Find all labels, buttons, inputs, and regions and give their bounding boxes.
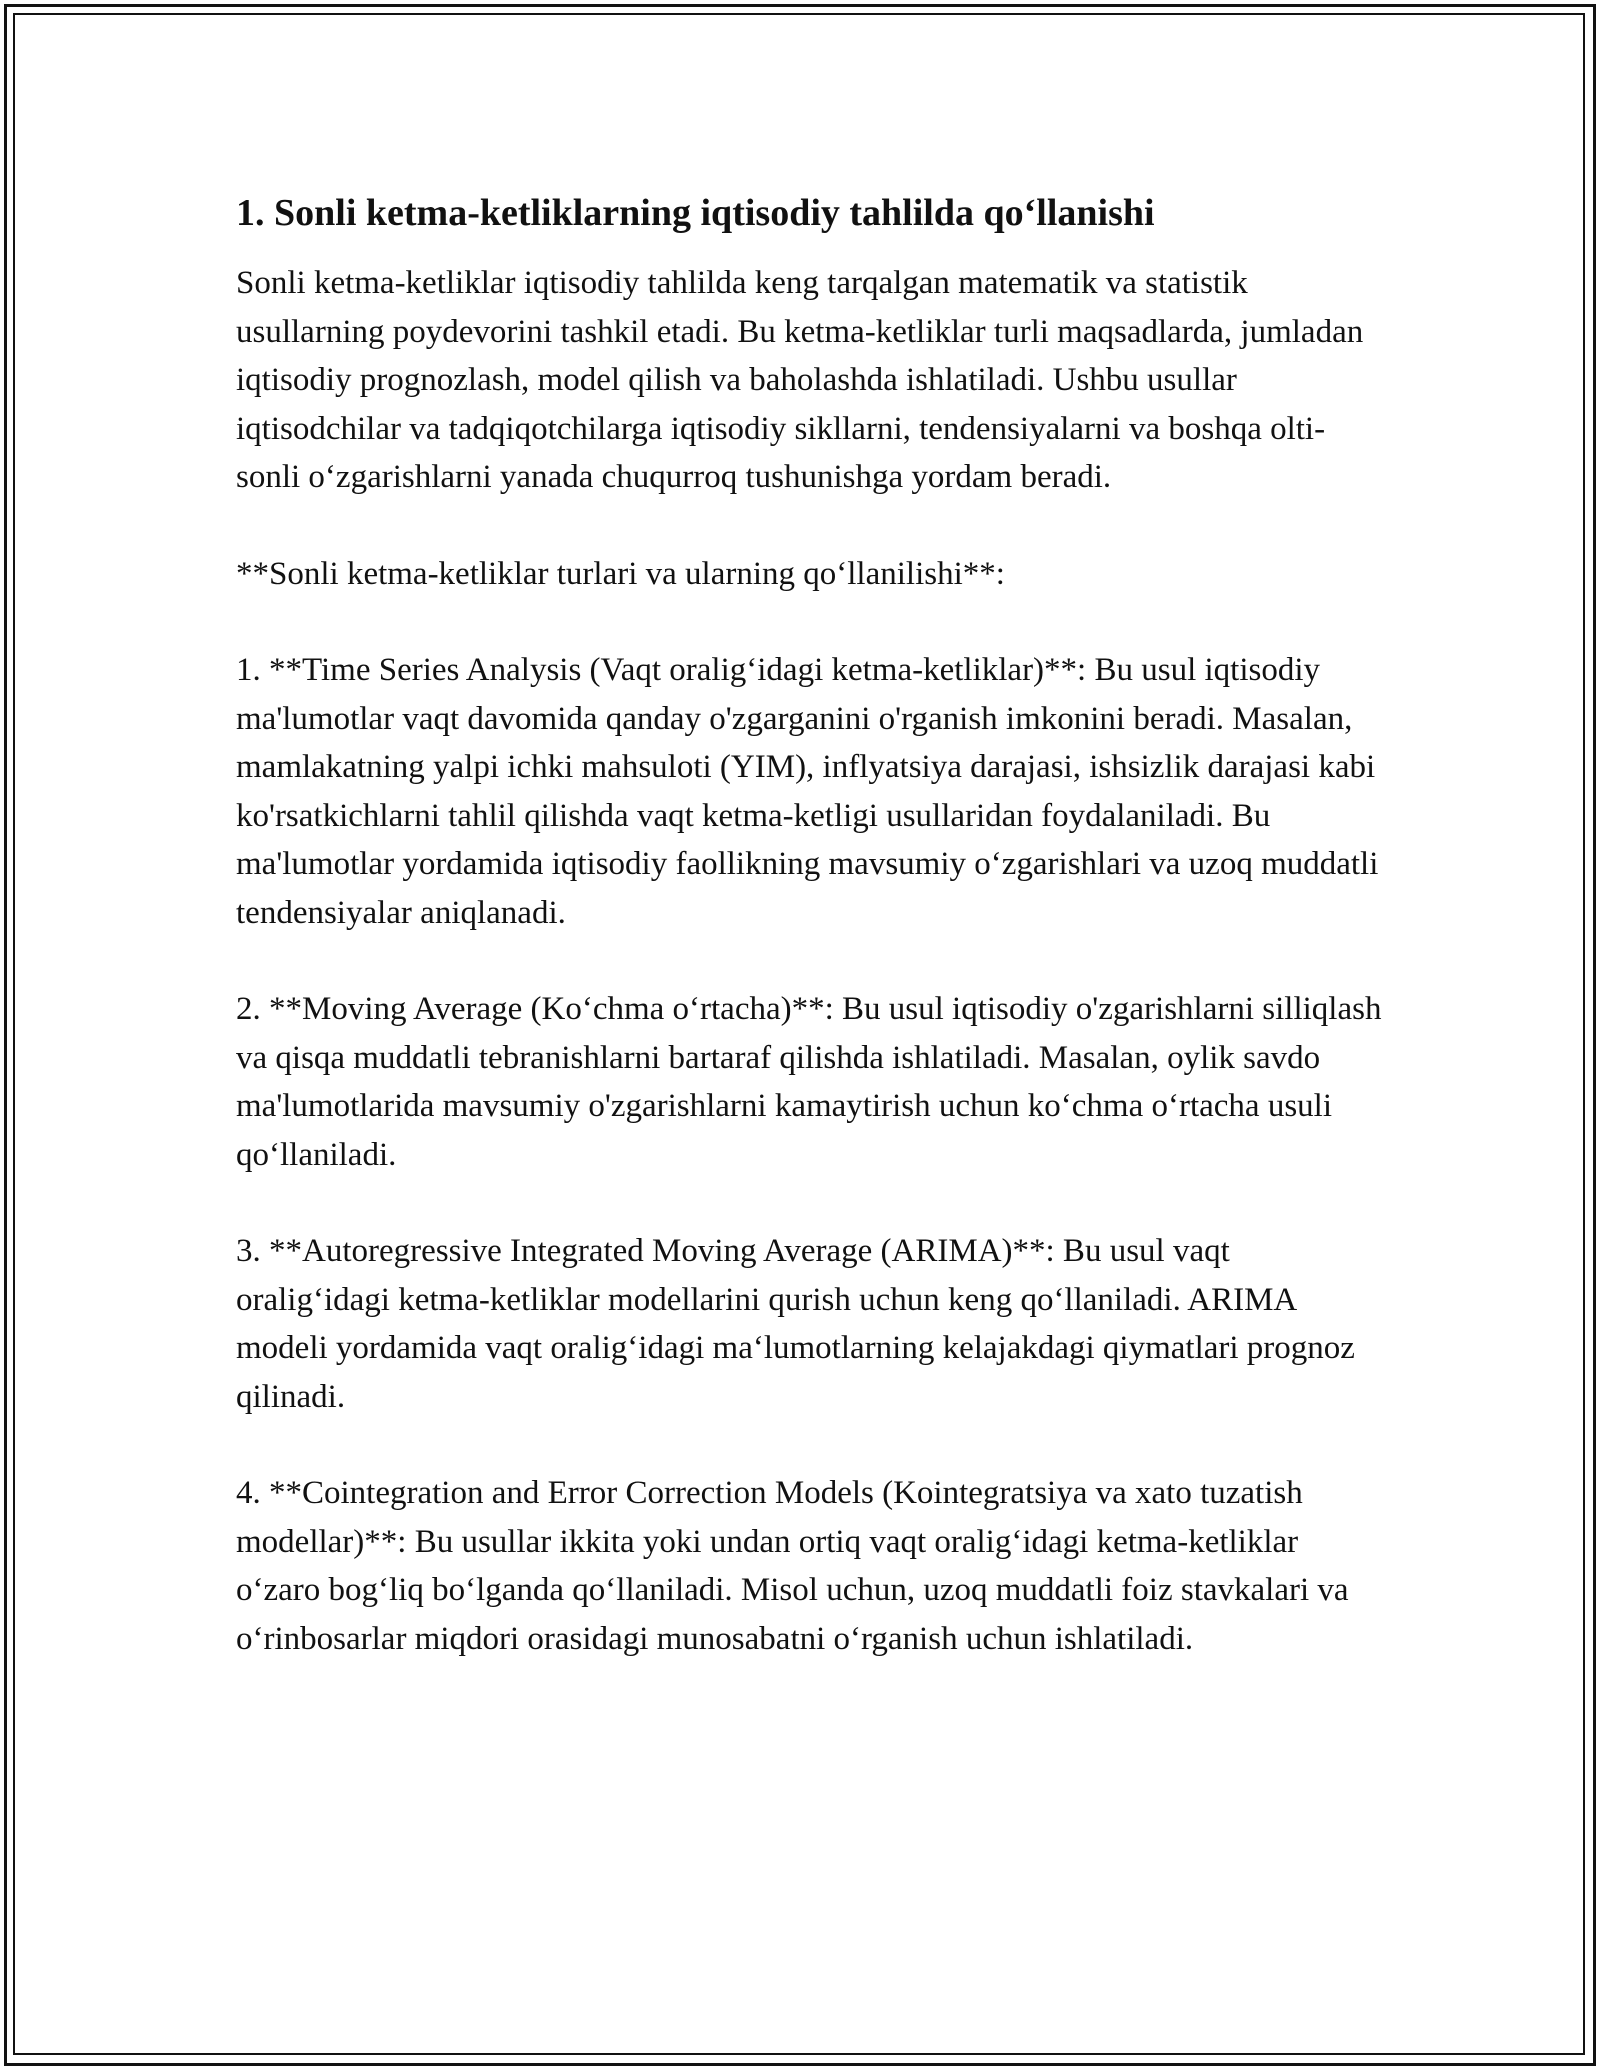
list-item-arima: 3. **Autoregressive Integrated Moving Average (ARIMA)**: Bu usul vaqt oralig‘idagi ketma-ketliklar modellarini qurish uchun keng qo‘llaniladi. ARIMA modeli yordamida vaqt oralig‘idagi ma‘lumotlarning kelajakdagi qiymatlari prognoz qilinadi. xyxy=(236,1233,1355,1415)
section-heading: 1. Sonli ketma-ketliklarning iqtisodiy tahlilda qo‘llanishi xyxy=(236,192,1155,234)
intro-paragraph: Sonli ketma-ketliklar iqtisodiy tahlilda keng tarqalgan matematik va statistik usullarning poydevorini tashkil etadi. Bu ketma-ketliklar turli maqsadlarda, jumladan iqtisodiy prognozlash, model qilish va baholashda ishlatiladi. Ushbu usullar iqtisodchilar va tadqiqotchilarga iqtisodiy sikllarni, tendensiyalarni va boshqa olti-sonli o‘zgarishlarni yanada chuqurroq tushunishga yordam beradi. xyxy=(236,265,1364,495)
document-body xyxy=(236,185,1386,1711)
list-item-time-series: 1. **Time Series Analysis (Vaqt oralig‘idagi ketma-ketliklar)**: Bu usul iqtisodiy ma'lumotlar vaqt davomida qanday o'zgarganini o'rganish imkonini beradi. Masalan, mamlakatning yalpi ichki mahsuloti (YIM), inflyatsiya darajasi, ishsizlik darajasi kabi ko'rsatkichlarni tahlil qilishda vaqt ketma-ketligi usullaridan foydalaniladi. Bu ma'lumotlar yordamida iqtisodiy faollikning mavsumiy o‘zgarishlari va uzoq muddatli tendensiyalar aniqlanadi. xyxy=(236,652,1379,931)
list-heading-paragraph: **Sonli ketma-ketliklar turlari va ularning qo‘llanilishi**: xyxy=(236,555,1005,592)
list-item-moving-average: 2. **Moving Average (Ko‘chma o‘rtacha)**: Bu usul iqtisodiy o'zgarishlarni silliqlash va qisqa muddatli tebranishlarni bartaraf qilishda ishlatiladi. Masalan, oylik savdo ma'lumotlarida mavsumiy o'zgarishlarni kamaytirish uchun ko‘chma o‘rtacha usuli qo‘llaniladi. xyxy=(236,991,1382,1173)
list-item-cointegration: 4. **Cointegration and Error Correction Models (Kointegratsiya va xato tuzatish modellar)**: Bu usullar ikkita yoki undan ortiq vaqt oralig‘idagi ketma-ketliklar o‘zaro bog‘liq bo‘lganda qo‘llaniladi. Misol uchun, uzoq muddatli foiz stavkalari va o‘rinbosarlar miqdori orasidagi munosabatni o‘rganish uchun ishlatiladi. xyxy=(236,1475,1349,1657)
